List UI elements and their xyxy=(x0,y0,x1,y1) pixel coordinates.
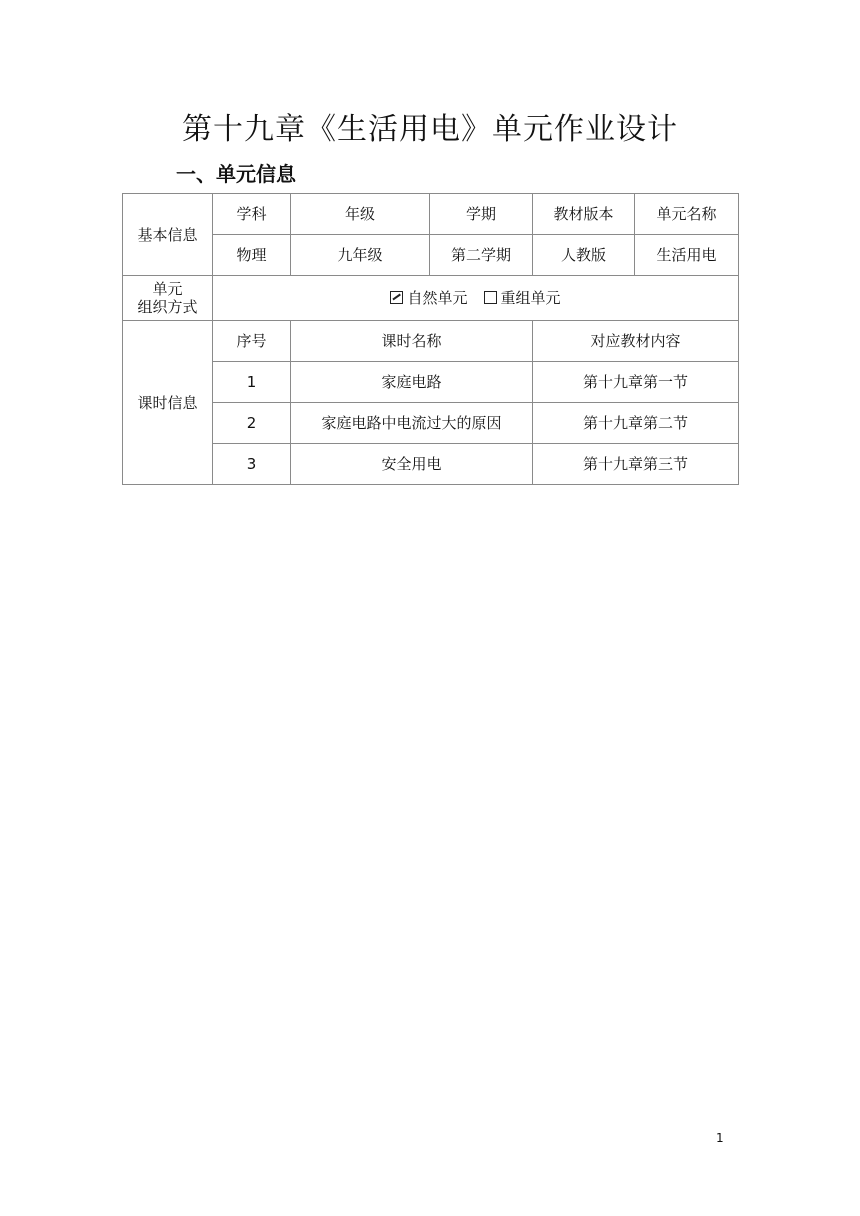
header-textbook-content: 对应教材内容 xyxy=(533,321,739,362)
header-subject: 学科 xyxy=(213,194,291,235)
unit-info-table xyxy=(122,193,739,485)
value-subject: 物理 xyxy=(213,235,291,276)
basic-info-value-row xyxy=(123,235,739,276)
lesson-row xyxy=(123,403,739,444)
document-title: 第十九章《生活用电》单元作业设计 xyxy=(182,112,678,147)
checked-checkbox-icon[interactable] xyxy=(390,291,403,304)
lesson-row xyxy=(123,444,739,485)
lesson-index: 2 xyxy=(213,403,291,444)
header-index: 序号 xyxy=(213,321,291,362)
lesson-content: 第十九章第二节 xyxy=(533,403,739,444)
unchecked-checkbox-icon[interactable] xyxy=(484,291,497,304)
lesson-content: 第十九章第一节 xyxy=(533,362,739,403)
option-natural-unit: 自然单元 xyxy=(407,289,468,307)
lesson-index: 1 xyxy=(213,362,291,403)
value-semester: 第二学期 xyxy=(430,235,533,276)
header-unit-name: 单元名称 xyxy=(635,194,739,235)
lesson-name: 家庭电路中电流过大的原因 xyxy=(291,403,533,444)
header-grade: 年级 xyxy=(291,194,430,235)
value-textbook-version: 人教版 xyxy=(533,235,635,276)
organization-options xyxy=(213,276,739,321)
value-unit-name: 生活用电 xyxy=(635,235,739,276)
organization-row xyxy=(123,276,739,321)
header-lesson-name: 课时名称 xyxy=(291,321,533,362)
organization-label-line1: 单元 xyxy=(152,280,183,298)
lesson-row xyxy=(123,362,739,403)
basic-info-label: 基本信息 xyxy=(123,194,213,276)
page-number: 1 xyxy=(716,1131,724,1145)
option-regrouped-unit: 重组单元 xyxy=(500,289,561,307)
lesson-name: 安全用电 xyxy=(291,444,533,485)
lessons-header-row xyxy=(123,321,739,362)
lesson-index: 3 xyxy=(213,444,291,485)
header-semester: 学期 xyxy=(430,194,533,235)
value-grade: 九年级 xyxy=(291,235,430,276)
lesson-content: 第十九章第三节 xyxy=(533,444,739,485)
lessons-label: 课时信息 xyxy=(123,321,213,485)
header-textbook-version: 教材版本 xyxy=(533,194,635,235)
section-heading: 一、单元信息 xyxy=(176,162,296,186)
organization-label xyxy=(123,276,213,321)
basic-info-header-row xyxy=(123,194,739,235)
lesson-name: 家庭电路 xyxy=(291,362,533,403)
organization-label-line2: 组织方式 xyxy=(137,298,198,316)
